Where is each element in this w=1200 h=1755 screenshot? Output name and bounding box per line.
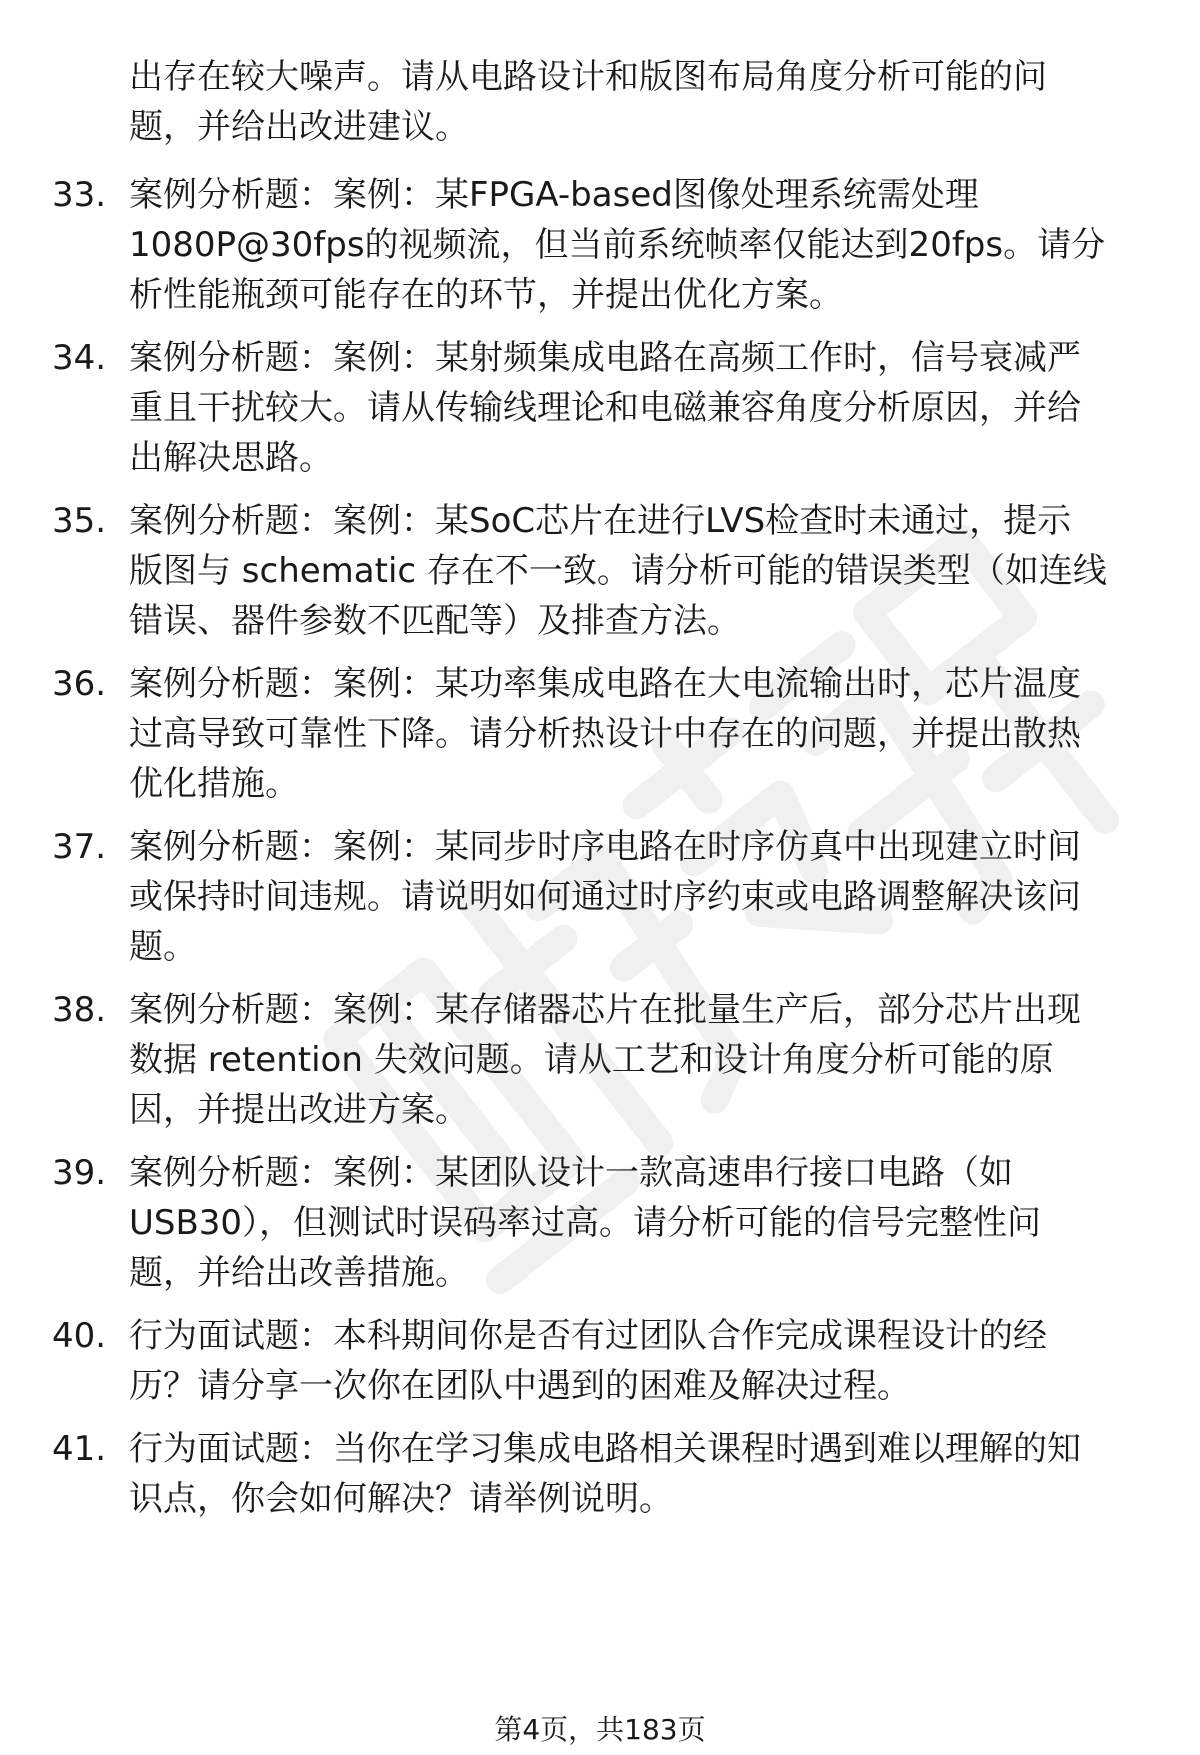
text-line: 出存在较大噪声。请从电路设计和版图布局角度分析可能的问 bbox=[129, 57, 1047, 97]
text-line: 案例分析题：案例：某同步时序电路在时序仿真中出现建立时间 bbox=[129, 827, 1081, 867]
text-line: 过高导致可靠性下降。请分析热设计中存在的问题，并提出散热 bbox=[129, 714, 1081, 754]
text-line: 或保持时间违规。请说明如何通过时序约束或电路调整解决该问 bbox=[129, 877, 1081, 917]
question-number: 40. bbox=[52, 1316, 107, 1356]
question-number: 41. bbox=[52, 1429, 107, 1469]
text-line: 版图与 schematic 存在不一致。请分析可能的错误类型（如连线 bbox=[129, 551, 1107, 591]
text-line: 案例分析题：案例：某射频集成电路在高频工作时，信号衰减严 bbox=[129, 338, 1081, 378]
question-40 bbox=[52, 1311, 1152, 1411]
question-41 bbox=[52, 1424, 1152, 1524]
text-line: 历？请分享一次你在团队中遇到的困难及解决过程。 bbox=[129, 1366, 911, 1406]
text-line: 析性能瓶颈可能存在的环节，并提出优化方案。 bbox=[129, 275, 843, 315]
continued-question-text bbox=[52, 52, 1152, 152]
text-line: 1080P@30fps的视频流，但当前系统帧率仅能达到20fps。请分 bbox=[129, 225, 1106, 265]
text-line: 行为面试题：本科期间你是否有过团队合作完成课程设计的经 bbox=[129, 1316, 1047, 1356]
question-39 bbox=[52, 1148, 1152, 1298]
question-number: 33. bbox=[52, 175, 107, 215]
text-line: 错误、器件参数不匹配等）及排查方法。 bbox=[129, 601, 741, 641]
question-number: 34. bbox=[52, 338, 107, 378]
question-34 bbox=[52, 333, 1152, 483]
question-35 bbox=[52, 496, 1152, 646]
text-line: 案例分析题：案例：某FPGA-based图像处理系统需处理 bbox=[129, 175, 979, 215]
text-line: 题，并给出改进建议。 bbox=[129, 107, 469, 147]
text-line: 案例分析题：案例：某功率集成电路在大电流输出时，芯片温度 bbox=[129, 664, 1081, 704]
question-number: 35. bbox=[52, 501, 107, 541]
text-line: 案例分析题：案例：某团队设计一款高速串行接口电路（如 bbox=[129, 1153, 1013, 1193]
text-line: 行为面试题：当你在学习集成电路相关课程时遇到难以理解的知 bbox=[129, 1429, 1081, 1469]
text-line: 案例分析题：案例：某SoC芯片在进行LVS检查时未通过，提示 bbox=[129, 501, 1072, 541]
question-37 bbox=[52, 822, 1152, 972]
text-line: 重且干扰较大。请从传输线理论和电磁兼容角度分析原因，并给 bbox=[129, 388, 1081, 428]
question-number: 37. bbox=[52, 827, 107, 867]
text-line: 题。 bbox=[129, 927, 197, 967]
text-line: 识点，你会如何解决？请举例说明。 bbox=[129, 1479, 673, 1519]
question-33 bbox=[52, 170, 1152, 320]
text-line: USB30），但测试时误码率过高。请分析可能的信号完整性问 bbox=[129, 1203, 1042, 1243]
text-line: 优化措施。 bbox=[129, 764, 299, 804]
question-38 bbox=[52, 985, 1152, 1135]
text-line: 因，并提出改进方案。 bbox=[129, 1090, 469, 1130]
question-36 bbox=[52, 659, 1152, 809]
question-number: 36. bbox=[52, 664, 107, 704]
page-footer: 第4页，共183页 bbox=[494, 1713, 706, 1746]
question-number: 38. bbox=[52, 990, 107, 1030]
text-line: 数据 retention 失效问题。请从工艺和设计角度分析可能的原 bbox=[129, 1040, 1054, 1080]
text-line: 出解决思路。 bbox=[129, 438, 333, 478]
text-line: 题，并给出改善措施。 bbox=[129, 1253, 469, 1293]
question-number: 39. bbox=[52, 1153, 107, 1193]
text-line: 案例分析题：案例：某存储器芯片在批量生产后，部分芯片出现 bbox=[129, 990, 1081, 1030]
